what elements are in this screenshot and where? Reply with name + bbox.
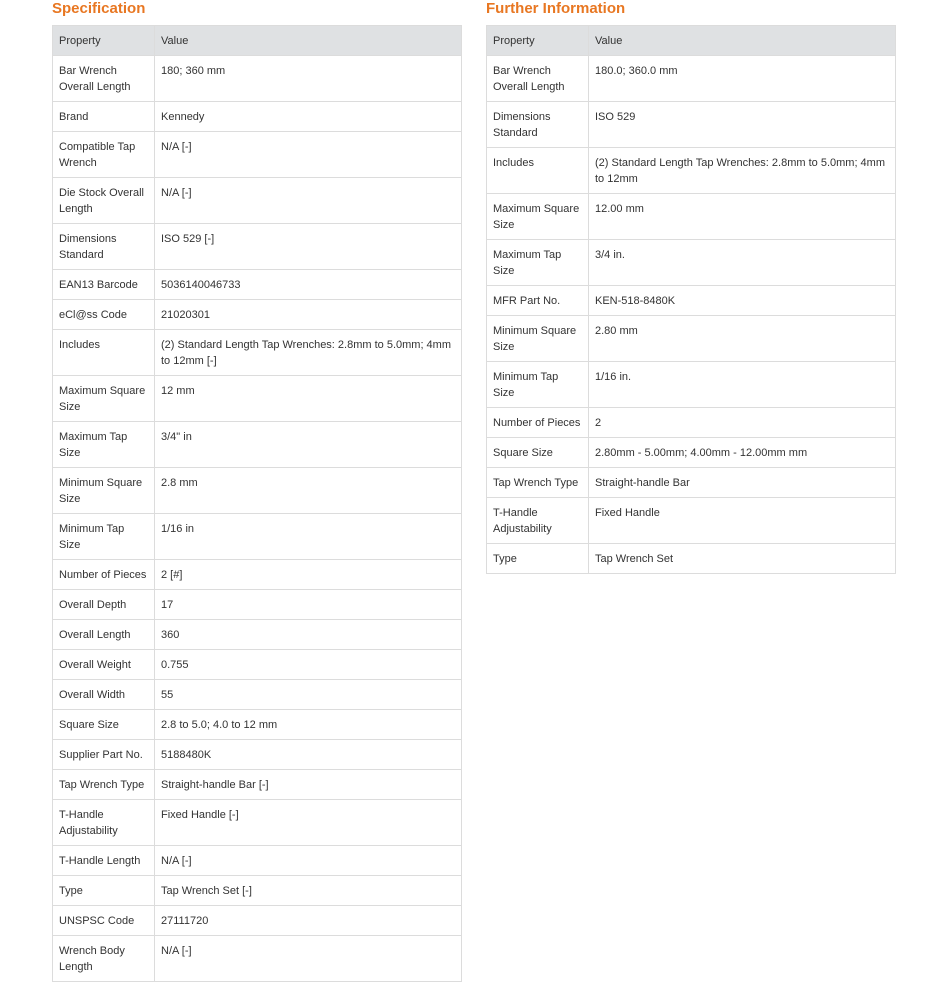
value-cell: N/A [-] [155, 936, 462, 982]
table-row [487, 468, 896, 498]
further-information-table [486, 25, 896, 574]
property-cell: Maximum Square Size [53, 376, 155, 422]
table-row [53, 178, 462, 224]
property-cell: MFR Part No. [487, 286, 589, 316]
property-header: Property [487, 26, 589, 56]
table-row [53, 468, 462, 514]
table-row [53, 56, 462, 102]
table-row [53, 876, 462, 906]
specification-section [52, 0, 462, 982]
property-cell: Includes [487, 148, 589, 194]
table-row [487, 194, 896, 240]
property-cell: Bar Wrench Overall Length [487, 56, 589, 102]
property-cell: UNSPSC Code [53, 906, 155, 936]
value-cell: 360 [155, 620, 462, 650]
property-cell: Minimum Tap Size [53, 514, 155, 560]
property-cell: Brand [53, 102, 155, 132]
table-row [53, 740, 462, 770]
value-cell: 55 [155, 680, 462, 710]
table-row [53, 102, 462, 132]
value-header: Value [155, 26, 462, 56]
table-row [53, 680, 462, 710]
table-row [53, 270, 462, 300]
table-row [487, 438, 896, 468]
table-row [487, 498, 896, 544]
property-cell: Square Size [53, 710, 155, 740]
specification-table [52, 25, 462, 982]
value-header: Value [589, 26, 896, 56]
property-cell: Maximum Square Size [487, 194, 589, 240]
value-cell: 2.80mm - 5.00mm; 4.00mm - 12.00mm mm [589, 438, 896, 468]
value-cell: Straight-handle Bar [-] [155, 770, 462, 800]
property-cell: Supplier Part No. [53, 740, 155, 770]
table-row [53, 620, 462, 650]
table-row [53, 936, 462, 982]
value-cell: Fixed Handle [589, 498, 896, 544]
table-row [53, 300, 462, 330]
value-cell: KEN-518-8480K [589, 286, 896, 316]
value-cell: 1/16 in [155, 514, 462, 560]
property-cell: Overall Length [53, 620, 155, 650]
property-header: Property [53, 26, 155, 56]
property-cell: Overall Width [53, 680, 155, 710]
value-cell: 180.0; 360.0 mm [589, 56, 896, 102]
property-cell: eCl@ss Code [53, 300, 155, 330]
property-cell: Square Size [487, 438, 589, 468]
table-row [487, 240, 896, 286]
value-cell: 5188480K [155, 740, 462, 770]
property-cell: Tap Wrench Type [487, 468, 589, 498]
value-cell: 12.00 mm [589, 194, 896, 240]
property-cell: Number of Pieces [487, 408, 589, 438]
property-cell: Maximum Tap Size [487, 240, 589, 286]
table-row [487, 408, 896, 438]
table-row [487, 362, 896, 408]
value-cell: 17 [155, 590, 462, 620]
table-row [487, 56, 896, 102]
value-cell: Kennedy [155, 102, 462, 132]
table-row [53, 224, 462, 270]
property-cell: Dimensions Standard [53, 224, 155, 270]
property-cell: Overall Weight [53, 650, 155, 680]
table-row [53, 422, 462, 468]
property-cell: Dimensions Standard [487, 102, 589, 148]
value-cell: 12 mm [155, 376, 462, 422]
value-cell: N/A [-] [155, 178, 462, 224]
value-cell: 1/16 in. [589, 362, 896, 408]
property-cell: Minimum Square Size [487, 316, 589, 362]
property-cell: T-Handle Length [53, 846, 155, 876]
property-cell: Compatible Tap Wrench [53, 132, 155, 178]
property-cell: Minimum Tap Size [487, 362, 589, 408]
table-row [53, 846, 462, 876]
value-cell: 2.8 to 5.0; 4.0 to 12 mm [155, 710, 462, 740]
value-cell: 2 [589, 408, 896, 438]
value-cell: 2 [#] [155, 560, 462, 590]
property-cell: EAN13 Barcode [53, 270, 155, 300]
value-cell: (2) Standard Length Tap Wrenches: 2.8mm to 5.0mm; 4mm to 12mm [589, 148, 896, 194]
table-row [53, 560, 462, 590]
value-cell: 21020301 [155, 300, 462, 330]
specification-title: Specification [52, 0, 146, 17]
value-cell: ISO 529 [-] [155, 224, 462, 270]
value-cell: N/A [-] [155, 846, 462, 876]
value-cell: 0.755 [155, 650, 462, 680]
further-information-section [486, 0, 896, 574]
property-cell: Type [487, 544, 589, 574]
table-row [487, 316, 896, 362]
table-row [487, 286, 896, 316]
table-row [53, 770, 462, 800]
table-header-row [487, 26, 896, 56]
further-information-title: Further Information [486, 0, 626, 17]
value-cell: N/A [-] [155, 132, 462, 178]
table-row [487, 102, 896, 148]
value-cell: ISO 529 [589, 102, 896, 148]
table-row [53, 376, 462, 422]
value-cell: 2.8 mm [155, 468, 462, 514]
value-cell: 3/4 in. [589, 240, 896, 286]
property-cell: Overall Depth [53, 590, 155, 620]
property-cell: Includes [53, 330, 155, 376]
property-cell: T-Handle Adjustability [53, 800, 155, 846]
table-header-row [53, 26, 462, 56]
property-cell: Tap Wrench Type [53, 770, 155, 800]
table-row [53, 330, 462, 376]
value-cell: Tap Wrench Set [589, 544, 896, 574]
value-cell: 180; 360 mm [155, 56, 462, 102]
value-cell: 5036140046733 [155, 270, 462, 300]
property-cell: Number of Pieces [53, 560, 155, 590]
value-cell: 2.80 mm [589, 316, 896, 362]
value-cell: Straight-handle Bar [589, 468, 896, 498]
property-cell: Bar Wrench Overall Length [53, 56, 155, 102]
table-row [487, 544, 896, 574]
table-row [53, 650, 462, 680]
table-row [53, 906, 462, 936]
property-cell: Die Stock Overall Length [53, 178, 155, 224]
table-row [487, 148, 896, 194]
value-cell: 3/4" in [155, 422, 462, 468]
value-cell: (2) Standard Length Tap Wrenches: 2.8mm to 5.0mm; 4mm to 12mm [-] [155, 330, 462, 376]
property-cell: T-Handle Adjustability [487, 498, 589, 544]
property-cell: Maximum Tap Size [53, 422, 155, 468]
property-cell: Type [53, 876, 155, 906]
value-cell: Fixed Handle [-] [155, 800, 462, 846]
table-row [53, 710, 462, 740]
table-row [53, 800, 462, 846]
property-cell: Minimum Square Size [53, 468, 155, 514]
property-cell: Wrench Body Length [53, 936, 155, 982]
table-row [53, 590, 462, 620]
table-row [53, 132, 462, 178]
value-cell: Tap Wrench Set [-] [155, 876, 462, 906]
value-cell: 27111720 [155, 906, 462, 936]
table-row [53, 514, 462, 560]
